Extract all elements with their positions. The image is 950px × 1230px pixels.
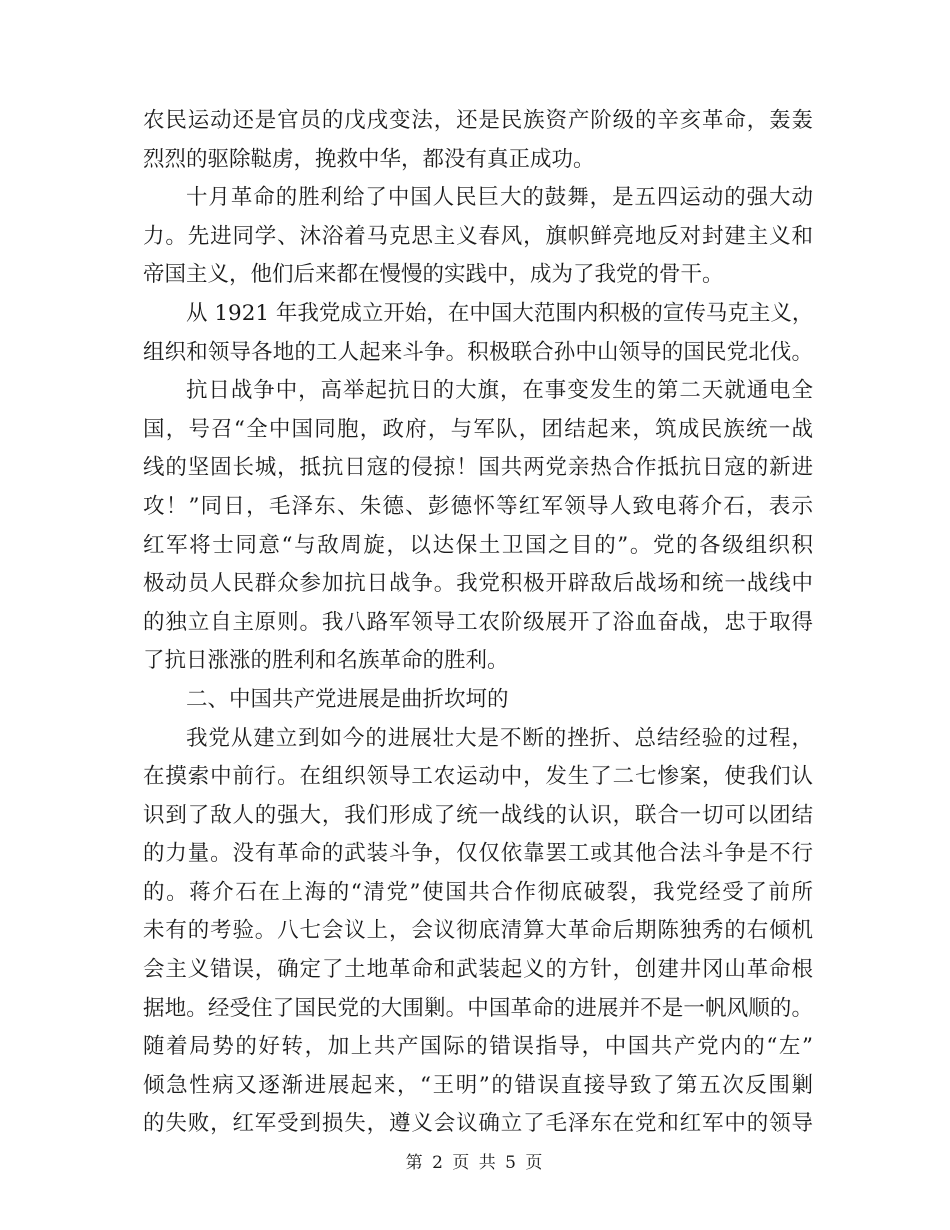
text-line: 农民运动还是官员的戊戌变法，还是民族资产阶级的辛亥革命，轰轰 xyxy=(143,108,813,133)
text-line: 据地。经受住了国民党的大围剿。中国革命的进展并不是一帆风顺的。 xyxy=(143,995,813,1021)
text-line: 力。先进同学、沐浴着马克思主义春风，旗帜鲜亮地反对封建主义和 xyxy=(143,223,813,249)
text-line: 红军将士同意“与敌周旋，以达保土卫国之目的”。党的各级组织积 xyxy=(143,532,813,558)
text-line: 攻！”同日，毛泽东、朱德、彭德怀等红军领导人致电蒋介石，表示 xyxy=(143,493,813,519)
text-line: 的失败，红军受到损失，遵义会议确立了毛泽东在党和红军中的领导 xyxy=(143,1111,813,1137)
text-line: 的。蒋介石在上海的“清党”使国共合作彻底破裂，我党经受了前所 xyxy=(143,879,813,905)
text-line: 倾急性病又逐渐进展起来，“王明”的错误直接导致了第五次反围剿 xyxy=(143,1072,813,1098)
section-heading: 二、中国共产党进展是曲折坎坷的 xyxy=(186,686,509,712)
text-line: 国，号召“全中国同胞，政府，与军队，团结起来，筑成民族统一战 xyxy=(143,416,813,442)
text-line: 帝国主义，他们后来都在慢慢的实践中，成为了我党的骨干。 xyxy=(143,262,724,288)
text-line: 了抗日涨涨的胜利和名族革命的胜利。 xyxy=(143,648,509,674)
text-line: 随着局势的好转，加上共产国际的错误指导，中国共产党内的“左” xyxy=(143,1034,813,1060)
text-line: 识到了敌人的强大，我们形成了统一战线的认识，联合一切可以团结 xyxy=(143,802,813,828)
text-line: 会主义错误，确定了土地革命和武装起义的方针，创建井冈山革命根 xyxy=(143,957,813,983)
text-line: 线的坚固长城，抵抗日寇的侵掠！国共两党亲热合作抵抗日寇的新进 xyxy=(143,455,813,481)
text-line: 从 1921 年我党成立开始，在中国大范围内积极的宣传马克主义， xyxy=(186,300,814,326)
text-line: 烈烈的驱除鞑虏，挽救中华，都没有真正成功。 xyxy=(143,146,595,172)
text-line: 在摸索中前行。在组织领导工农运动中，发生了二七惨案，使我们认 xyxy=(143,764,813,790)
text-line: 抗日战争中，高举起抗日的大旗，在事变发生的第二天就通电全 xyxy=(186,378,813,404)
text-line: 十月革命的胜利给了中国人民巨大的鼓舞，是五四运动的强大动 xyxy=(186,185,813,211)
text-line: 未有的考验。八七会议上，会议彻底清算大革命后期陈独秀的右倾机 xyxy=(143,918,813,944)
text-line: 的独立自主原则。我八路军领导工农阶级展开了浴血奋战，忠于取得 xyxy=(143,609,813,635)
text-line: 极动员人民群众参加抗日战争。我党积极开辟敌后战场和统一战线中 xyxy=(143,571,813,597)
text-line: 组织和领导各地的工人起来斗争。积极联合孙中山领导的国民党北伐。 xyxy=(143,339,813,365)
text-line: 我党从建立到如今的进展壮大是不断的挫折、总结经验的过程， xyxy=(186,725,813,751)
page-number: 第 2 页 共 5 页 xyxy=(405,1153,545,1173)
body-text xyxy=(143,102,813,1144)
text-line: 的力量。没有革命的武装斗争，仅仅依靠罢工或其他合法斗争是不行 xyxy=(143,841,813,867)
